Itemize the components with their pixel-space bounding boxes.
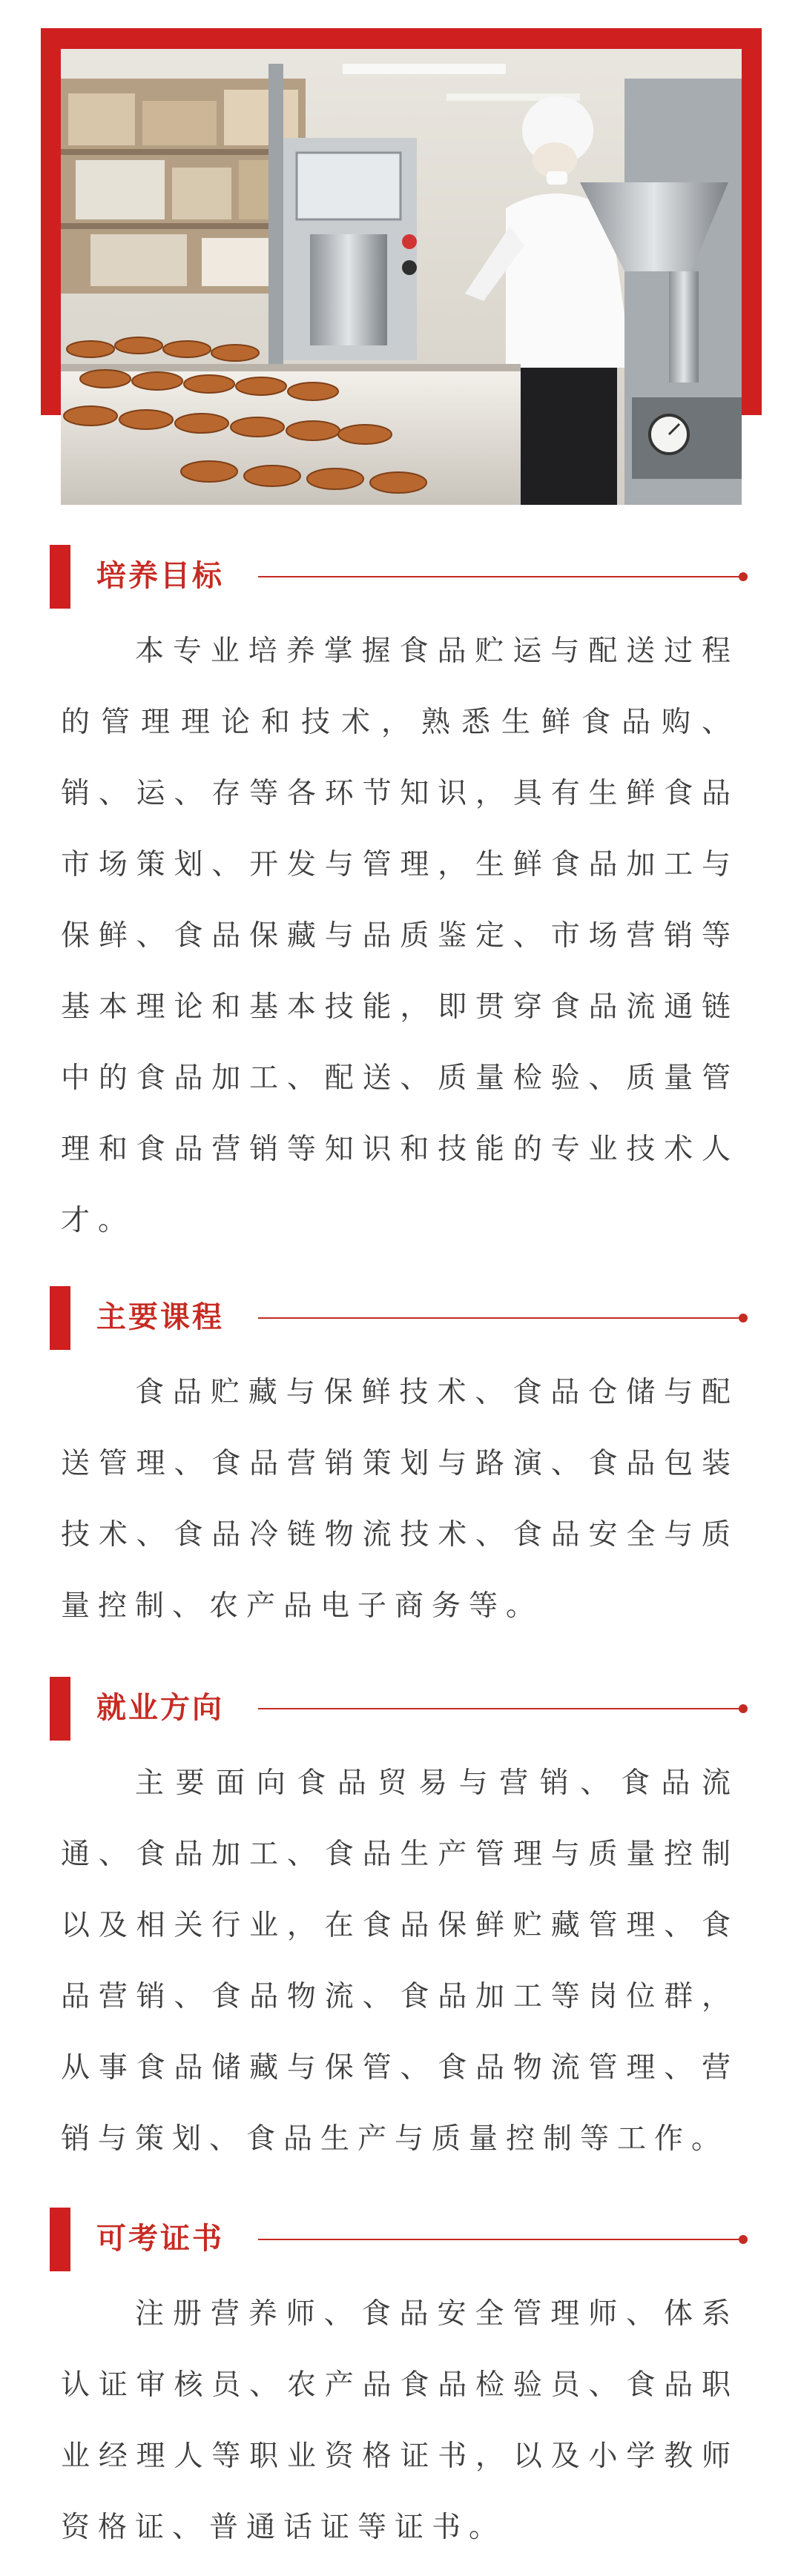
section-accent-bar bbox=[50, 1286, 70, 1350]
section-divider-dot bbox=[739, 1314, 748, 1322]
section-accent-bar bbox=[50, 2208, 70, 2271]
section-header bbox=[0, 1286, 801, 1350]
section-title: 可考证书 bbox=[96, 2222, 224, 2256]
section-header bbox=[0, 545, 801, 609]
section-training-goal bbox=[0, 545, 801, 1256]
section-accent-bar bbox=[50, 545, 70, 609]
section-header bbox=[0, 2208, 801, 2271]
section-divider-line bbox=[258, 1708, 743, 1709]
section-divider-dot bbox=[739, 572, 748, 581]
section-header bbox=[0, 1677, 801, 1741]
section-body-text: 注册营养师、食品安全管理师、体系认证审核员、农产品食品检验员、食品职业经理人等职业资格证书，以及小学教师资格证、普通话证等证书。 bbox=[61, 2297, 739, 2544]
section-title: 培养目标 bbox=[96, 559, 224, 593]
section-divider-line bbox=[258, 2239, 743, 2240]
section-accent-bar bbox=[50, 1677, 70, 1741]
section-certificates bbox=[0, 2208, 801, 2563]
section-career-direction bbox=[0, 1677, 801, 2175]
section-title: 主要课程 bbox=[96, 1300, 224, 1334]
section-body-text: 本专业培养掌握食品贮运与配送过程的管理理论和技术，熟悉生鲜食品购、销、运、存等各环节知识，具有生鲜食品市场策划、开发与管理，生鲜食品加工与保鲜、食品保藏与品质鉴定、市场营销等基本理论和基本技能，即贯穿食品流通链中的食品加工、配送、质量检验、质量管理和食品营销等知识和技能的专业技术人才。 bbox=[61, 635, 739, 1237]
section-divider-line bbox=[258, 1317, 743, 1319]
section-body-text: 食品贮藏与保鲜技术、食品仓储与配送管理、食品营销策划与路演、食品包装技术、食品冷链物流技术、食品安全与质量控制、农产品电子商务等。 bbox=[61, 1376, 739, 1623]
section-title: 就业方向 bbox=[96, 1691, 224, 1725]
section-divider-dot bbox=[739, 1704, 748, 1713]
section-main-courses bbox=[0, 1286, 801, 1642]
section-body-text: 主要面向食品贸易与营销、食品流通、食品加工、食品生产管理与质量控制以及相关行业，在食品保鲜贮藏管理、食品营销、食品物流、食品加工等岗位群，从事食品储藏与保管、食品物流管理、营销与策划、食品生产与质量控制等工作。 bbox=[61, 1767, 739, 2156]
section-divider-line bbox=[258, 576, 743, 577]
section-divider-dot bbox=[739, 2235, 748, 2244]
food-factory-illustration bbox=[61, 49, 742, 505]
hero-food-factory-photo bbox=[61, 49, 742, 505]
